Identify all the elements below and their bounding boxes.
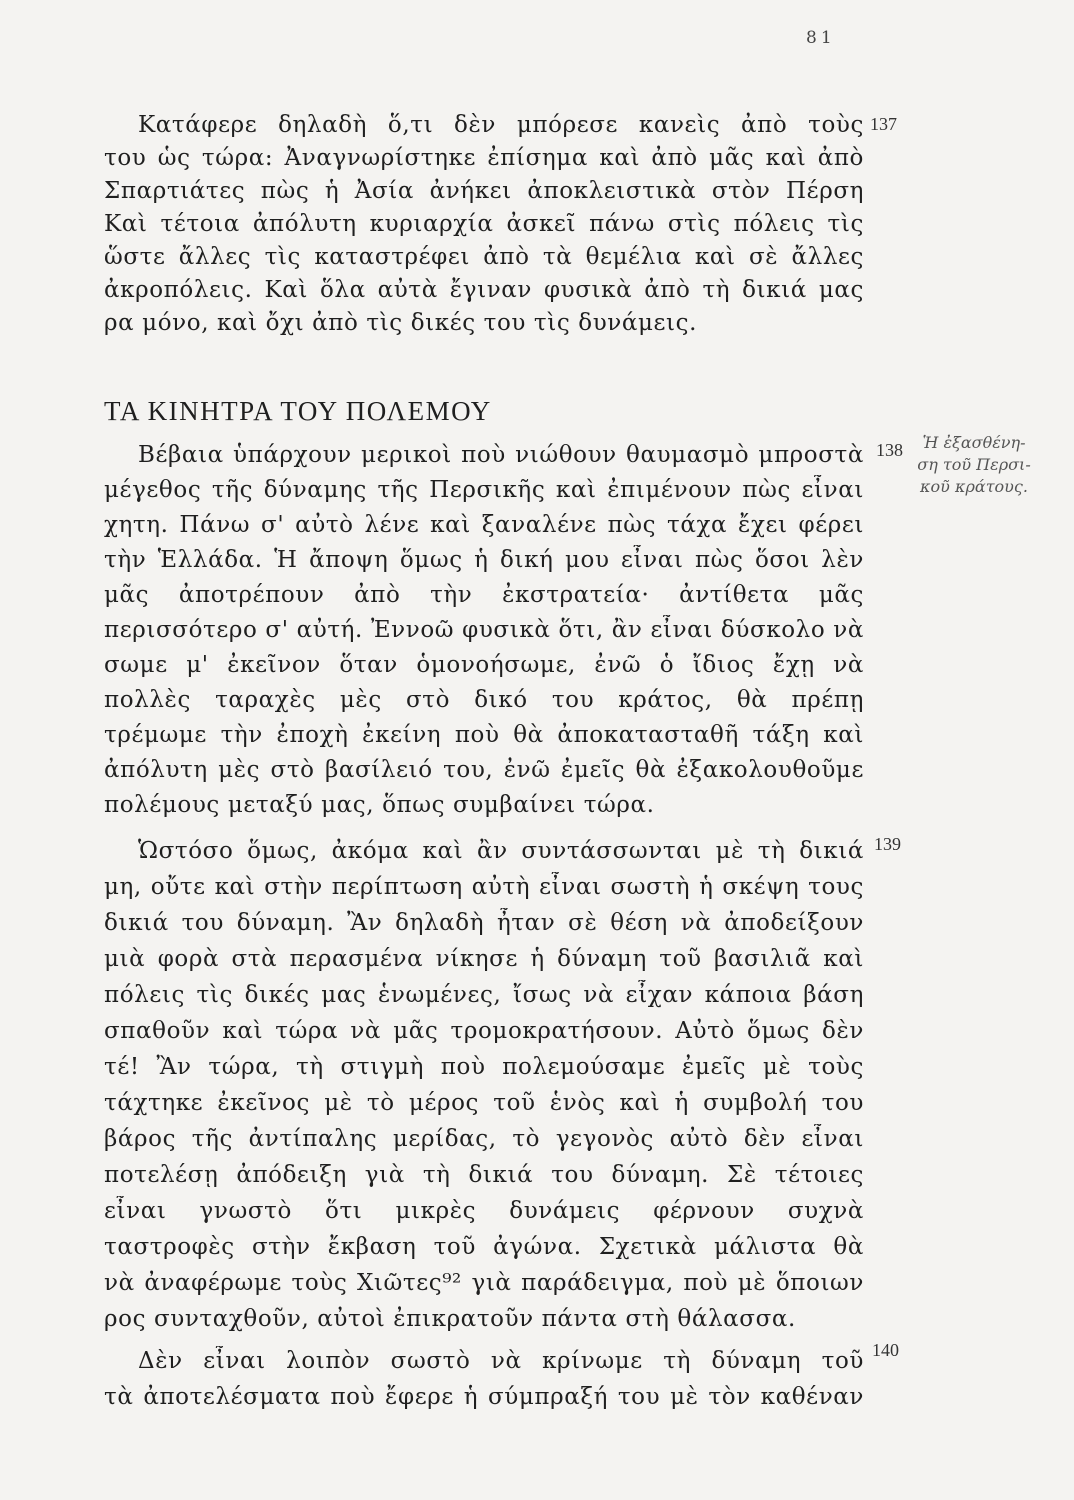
text-line: Κατάφερε δηλαδὴ ὅ,τι δὲν μπόρεσε κανεὶς ἀπὸ τοὺς: [138, 112, 864, 138]
text-line: περισσότερο σ' αὐτή. Ἐννοῶ φυσικὰ ὅτι, ἂν εἶναι δύσκολο νὰ: [104, 617, 864, 643]
text-line: πολέμους μεταξύ μας, ὅπως συμβαίνει τώρα.: [104, 792, 655, 818]
text-line: τὴν Ἑλλάδα. Ἡ ἄποψη ὅμως ἡ δική μου εἶναι πὼς ὅσοι λὲν: [104, 547, 864, 573]
text-line: ἀπόλυτη μὲς στὸ βασίλειό του, ἐνῶ ἐμεῖς θὰ ἐξακολουθοῦμε: [104, 757, 864, 783]
text-line: ἀκροπόλεις. Καὶ ὅλα αὐτὰ ἔγιναν φυσικὰ ἀπὸ τὴ δικιά μας: [104, 277, 864, 303]
text-line: σωμε μ' ἐκεῖνον ὅταν ὁμονοήσωμε, ἐνῶ ὁ ἴδιος ἔχῃ νὰ: [104, 652, 864, 678]
text-line: Σπαρτιάτες πὼς ἡ Ἀσία ἀνήκει ἀποκλειστικὰ στὸν Πέρση: [104, 178, 864, 204]
text-line: βάρος τῆς ἀντίπαλης μερίδας, τὸ γεγονὸς αὐτὸ δὲν εἶναι: [104, 1126, 864, 1152]
text-line: ρος συνταχθοῦν, αὐτοὶ ἐπικρατοῦν πάντα στὴ θάλασσα.: [104, 1306, 796, 1332]
text-line: ταστροφὲς στὴν ἔκβαση τοῦ ἀγώνα. Σχετικὰ μάλιστα θὰ: [104, 1234, 864, 1260]
margin-note: [904, 432, 1044, 498]
text-line: ρα μόνο, καὶ ὄχι ἀπὸ τὶς δικές του τὶς δυνάμεις.: [104, 310, 698, 336]
text-line: τάχτηκε ἐκεῖνος μὲ τὸ μέρος τοῦ ἑνὸς καὶ ἡ συμβολή του: [104, 1090, 864, 1116]
text-line: εἶναι γνωστὸ ὅτι μικρὲς δυνάμεις φέρνουν συχνὰ: [104, 1198, 864, 1224]
text-line: Βέβαια ὑπάρχουν μερικοὶ ποὺ νιώθουν θαυμασμὸ μπροστὰ: [138, 442, 864, 468]
text-line: Δὲν εἶναι λοιπὸν σωστὸ νὰ κρίνωμε τὴ δύναμη τοῦ: [138, 1348, 864, 1374]
text-line: μιὰ φορὰ στὰ περασμένα νίκησε ἡ δύναμη τοῦ βασιλιᾶ καὶ: [104, 946, 864, 972]
margin-section-number: 137: [870, 114, 897, 134]
text-line: τέ! Ἂν τώρα, τὴ στιγμὴ ποὺ πολεμούσαμε ἐμεῖς μὲ τοὺς: [104, 1054, 864, 1080]
text-line: μη, οὔτε καὶ στὴν περίπτωση αὐτὴ εἶναι σωστὴ ἡ σκέψη τους: [104, 874, 864, 900]
text-line: ποτελέσῃ ἀπόδειξη γιὰ τὴ δικιά του δύναμη. Σὲ τέτοιες: [104, 1162, 864, 1188]
text-line: δικιά του δύναμη. Ἂν δηλαδὴ ἦταν σὲ θέση νὰ ἀποδείξουν: [104, 910, 864, 936]
margin-note-line: Ἡ ἐξασθένη-: [922, 433, 1026, 452]
text-line: τὰ ἀποτελέσματα ποὺ ἔφερε ἡ σύμπραξή του μὲ τὸν καθέναν: [104, 1384, 864, 1410]
section-heading: ΤΑ ΚΙΝΗΤΡΑ ΤΟΥ ΠΟΛΕΜΟΥ: [104, 396, 492, 426]
page-number: 81: [806, 28, 836, 48]
text-line: χητη. Πάνω σ' αὐτὸ λένε καὶ ξαναλένε πὼς τάχα ἔχει φέρει: [104, 512, 864, 538]
text-line: νὰ ἀναφέρωμε τοὺς Χιῶτες⁹² γιὰ παράδειγμα, ποὺ μὲ ὅποιων: [104, 1270, 864, 1296]
margin-note-line: ση τοῦ Περσι-: [917, 455, 1031, 474]
text-line: πολλὲς ταραχὲς μὲς στὸ δικό του κράτος, θὰ πρέπῃ: [104, 687, 864, 713]
text-line: ὥστε ἄλλες τὶς καταστρέφει ἀπὸ τὰ θεμέλια καὶ σὲ ἄλλες: [104, 244, 864, 270]
text-line: πόλεις τὶς δικές μας ἑνωμένες, ἴσως νὰ εἶχαν κάποια βάση: [104, 982, 864, 1008]
text-line: Ὡστόσο ὅμως, ἀκόμα καὶ ἂν συντάσσωνται μὲ τὴ δικιά: [138, 838, 864, 864]
text-line: τρέμωμε τὴν ἐποχὴ ἐκείνη ποὺ θὰ ἀποκατασταθῆ τάξη καὶ: [104, 722, 864, 748]
margin-note-line: κοῦ κράτους.: [920, 477, 1028, 496]
text-line: σπαθοῦν καὶ τώρα νὰ μᾶς τρομοκρατήσουν. Αὐτὸ ὅμως δὲν: [104, 1018, 864, 1044]
text-line: Καὶ τέτοια ἀπόλυτη κυριαρχία ἀσκεῖ πάνω στὶς πόλεις τὶς: [104, 211, 864, 237]
text-line: του ὡς τώρα: Ἀναγνωρίστηκε ἐπίσημα καὶ ἀπὸ μᾶς καὶ ἀπὸ: [104, 145, 864, 171]
margin-section-number: 138: [876, 440, 903, 460]
margin-section-number: 140: [872, 1340, 899, 1360]
margin-section-number: 139: [874, 834, 901, 854]
text-line: μᾶς ἀποτρέπουν ἀπὸ τὴν ἐκστρατεία· ἀντίθετα μᾶς: [104, 582, 864, 608]
text-line: μέγεθος τῆς δύναμης τῆς Περσικῆς καὶ ἐπιμένουν πὼς εἶναι: [104, 477, 864, 503]
